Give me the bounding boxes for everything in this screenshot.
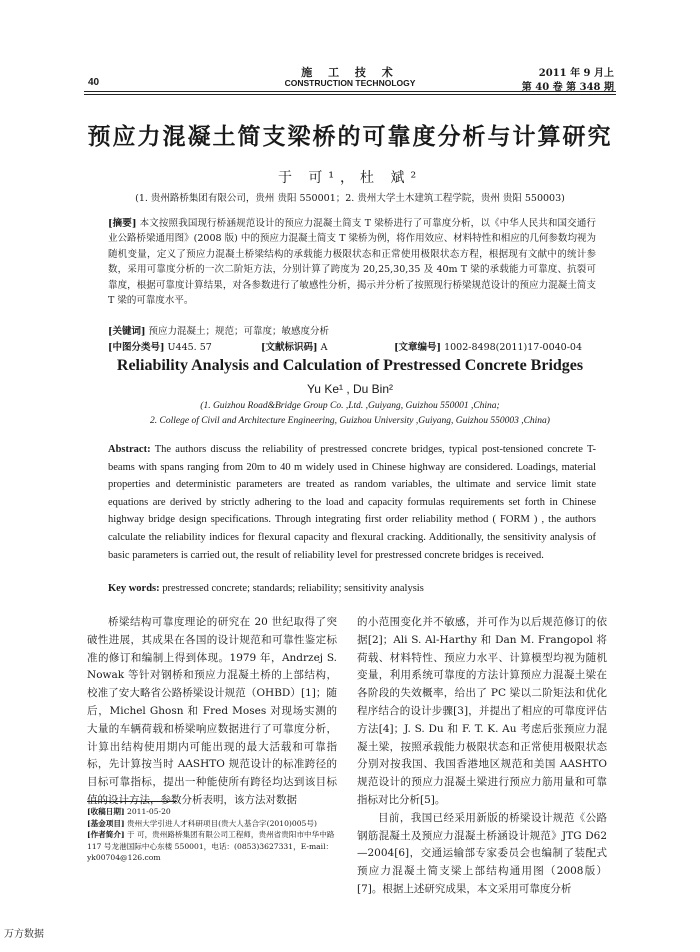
affiliation-en-2: 2. College of Civil and Architecture Engineering, Guizhou University ,Guiyang, Guizhou 550003 ,China) [150,416,550,426]
footnote-rule [87,801,177,802]
fund-label: [基金项目] [87,818,125,828]
issue-date: 2011 年 9 月上 [538,68,614,79]
abstract-en-text: The authors discuss the reliability of prestressed concrete bridges, typical post-tensioned concrete T-beams with spans ranging from 20m to 40 m widely used in Chinese highway are considered. Loadings, material properties and deterministic parameters are treated as random variables, the ultimate and service limit state equations are derived by strictly adhering to the load and capacity formulas requirements set forth in Chinese highway bridge design specifications. Through integrating first order reliability method ( FORM ) , the authors calculate the reliability indices for flexural capacity and flexural cracking. Additionally, the sensitivity analysis of basic parameters is carried out, the result of reliability level for prestressed concrete bridges is received. [108,444,596,561]
body-column-left [87,614,337,810]
affiliation-en-1: (1. Guizhou Road&Bridge Group Co. ,Ltd. ,Guiyang, Guizhou 550001 ,China; [200,401,500,411]
article-no-label: [文章编号] [394,342,442,353]
article-no-value: 1002-8498(2011)17-0040-04 [444,342,583,353]
classification-row [108,339,596,353]
journal-name-cn: 施 工 技 术 [301,66,399,79]
authors-cn: 于 可¹，杜 斌² [277,170,423,186]
fund-text: 贵州大学引进人才科研项目(贵大人基合字(2010)005号) [126,818,317,828]
journal-name-en: CONSTRUCTION TECHNOLOGY [284,78,416,88]
doc-code-label: [文献标识码] [261,342,318,353]
body-paragraph: 桥梁结构可靠度理论的研究在 20 世纪取得了突破性进展，其成果在各国的设计规范和可靠性鉴定标准的修订和编制上得到体现。1979 年，Andrzej S. Nowak 等针对钢桥和预应力混凝土桥的上部结构，校准了安大略省公路桥梁设计规范（OHBD）[1]；随后，Michel Ghosn 和 Fred Moses 对现场实测的大量的车辆荷载和桥梁响应数据进行了可靠度分析，计算出结构使用期内可能出现的最大活载和可靠指标，先计算按当时 AASHTO 规范设计的标准跨径的目标可靠指标，提出一种能使所有跨径均达到该目标值的设计方法，参数分析表明，该方法对数据 [87,616,337,806]
title-en: Reliability Analysis and Calculation of Prestressed Concrete Bridges [116,357,584,374]
header-rule-thin [84,94,616,95]
abstract-en-label: Abstract: [108,444,151,455]
title-cn: 预应力混凝土简支梁桥的可靠度分析与计算研究 [87,123,613,150]
abstract-en [108,441,596,564]
received-date: 2011-05-20 [126,807,171,816]
clc-value: U445. 57 [167,342,212,353]
abstract-cn-text: 本文按照我国现行桥涵规范设计的预应力混凝土简支 T 梁桥进行了可靠度分析，以《中华人民共和国交通行业公路桥梁通用图》(2008 版) 中的预应力混凝土简支 T 梁桥为例，将作用效应、材料特性和相应的几何参数均视为随机变量，定义了预应力混凝土桥梁结构的承载能力极限状态和正常使用极限状态方程，根据现有文献中的统计参数，采用可靠度分析的一次二阶矩方法，分别计算了跨度为 20,25,30,35 及 40m T 梁的承载能力可靠度、抗裂可靠度，根据可靠度计算结果，对各参数进行了敏感性分析，揭示并分析了按照现行桥梁规范设计的预应力混凝土简支 T 梁的可靠度水平。 [108,218,596,307]
footnotes [87,806,342,864]
abstract-cn [108,216,596,308]
received-label: [收稿日期] [87,807,125,816]
body-column-right [357,614,607,899]
keywords-cn-label: [关键词] [108,326,146,337]
volume-issue: 第 40 卷 第 348 期 [521,82,614,93]
page-number: 40 [88,77,100,88]
keywords-cn-text: 预应力混凝土；规范；可靠度；敏感度分析 [148,326,330,337]
author-bio-text: 于 可，贵州路桥集团有限公司工程师，贵州省贵阳市中华中路 117 号龙港国际中心东楼 550001，电话：(0853)3627331，E-mail：yk00704@126.com [87,830,335,863]
authors-en: Yu Ke¹ , Du Bin² [306,382,394,396]
affiliation-cn: (1. 贵州路桥集团有限公司，贵州 贵阳 550001；2. 贵州大学土木建筑工程学院，贵州 贵阳 550003) [135,193,565,204]
body-paragraph: 的小范围变化并不敏感，并可作为以后规范修订的依据[2]；Ali S. Al-Harthy 和 Dan M. Frangopol 将荷载、材料特性、预应力水平、计算模型均视为随机变量，利用系统可靠度的方法计算预应力混凝土梁在各阶段的失效概率，给出了 PC 梁以二阶矩法和优化程序结合的设计步骤[3]，并提出了相应的可靠度评估方法[4]；J. S. Du 和 F. T. K. Au 考虑后张预应力混凝土梁，按照承载能力极限状态和正常使用极限状态分别对按我国、我国香港地区规范和美国 AASHTO 规范设计的预应力混凝土梁进行预应力筋用量和可靠指标对比分析[5]。 [357,616,607,806]
abstract-cn-label: [摘要] [108,218,137,229]
keywords-en-label: Key words: [108,583,160,594]
keywords-en-text: prestressed concrete; standards; reliability; sensitivity analysis [162,583,424,594]
keywords-en [108,583,596,594]
doc-code-value: A [320,342,328,353]
watermark-text: 万方数据 [4,929,44,940]
keywords-cn [108,323,596,337]
author-bio-label: [作者简介] [87,830,125,840]
header-rule [84,91,616,92]
body-paragraph: 目前，我国已经采用新版的桥梁设计规范《公路钢筋混凝土及预应力混凝土桥涵设计规范》JTG D62—2004[6]，交通运输部专家委员会也编制了装配式预应力混凝土简支梁上部结构通用图（2008版）[7]。根据上述研究成果，本文采用可靠度分析 [357,811,607,895]
clc-label: [中图分类号] [108,342,165,353]
